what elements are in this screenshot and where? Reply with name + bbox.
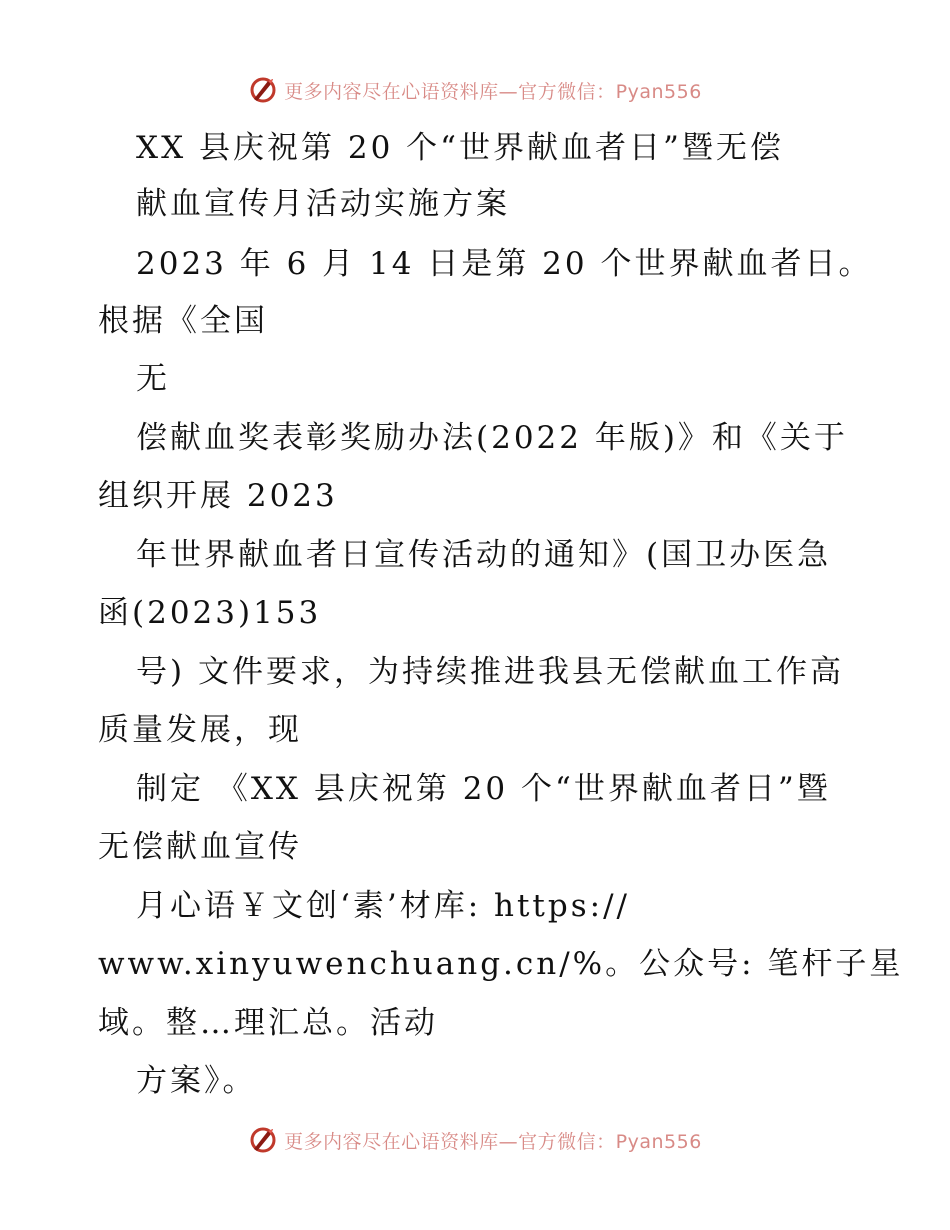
footer-banner	[0, 1120, 950, 1160]
paragraph-line: 无偿献血宣传	[98, 829, 302, 865]
paragraph-line: 号) 文件要求，为持续推进我县无偿献血工作高	[136, 654, 844, 690]
paragraph-line: 无	[136, 361, 170, 397]
title-line-1: XX 县庆祝第 20 个“世界献血者日”暨无偿	[136, 130, 784, 166]
paragraph-line: www.xinyuwenchuang.cn/%。公众号: 笔杆子星	[98, 946, 904, 982]
paragraph-line: 2023 年 6 月 14 日是第 20 个世界献血者日。	[136, 246, 873, 282]
quill-pen-circle-icon	[248, 1125, 278, 1155]
paragraph-line: 年世界献血者日宣传活动的通知》(国卫办医急	[136, 537, 832, 573]
header-banner-text: 更多内容尽在心语资料库—官方微信：Pyan556	[284, 80, 702, 103]
paragraph-line: 偿献血奖表彰奖励办法(2022 年版)》和《关于	[136, 420, 848, 456]
footer-banner-text: 更多内容尽在心语资料库—官方微信：Pyan556	[284, 1130, 702, 1153]
paragraph-line: 函(2023)153	[98, 595, 322, 631]
paragraph-line: 组织开展 2023	[98, 478, 338, 514]
title-line-2: 献血宣传月活动实施方案	[136, 186, 510, 222]
paragraph-line: 月心语￥文创‘素’材库: https://	[136, 888, 630, 924]
paragraph-line: 制定 《XX 县庆祝第 20 个“世界献血者日”暨	[136, 771, 831, 807]
paragraph-line: 方案》。	[136, 1063, 257, 1099]
paragraph-line: 域。整…理汇总。活动	[98, 1005, 438, 1041]
paragraph-line: 质量发展，现	[98, 712, 302, 748]
paragraph-line: 根据《全国	[98, 303, 268, 339]
